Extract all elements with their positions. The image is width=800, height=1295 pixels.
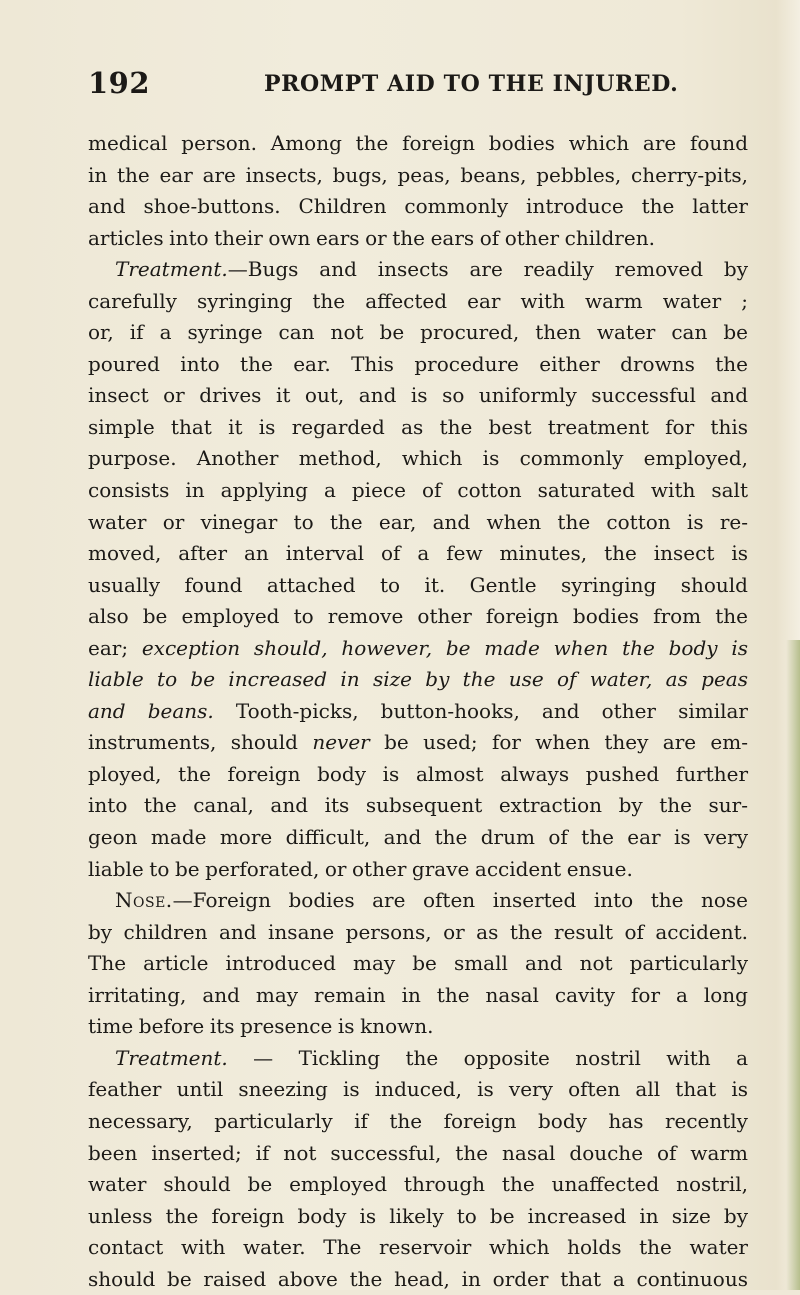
page-number: 192 (88, 66, 151, 100)
text-line (88, 349, 748, 381)
text-line (88, 790, 748, 822)
text-line (88, 128, 748, 160)
text-run: insect or drives it out, and is so uniformly successful and (88, 383, 748, 408)
text-line (88, 191, 748, 223)
text-line (88, 980, 748, 1012)
italic-text: liable to be increased in size by the use of water, as peas (88, 667, 748, 692)
text-run: also be employed to remove other foreign bodies from the (88, 604, 748, 629)
italic-text: Treatment. (115, 1045, 228, 1070)
text-run: time before its presence is known. (88, 1014, 434, 1039)
text-run: into the canal, and its subsequent extraction by the sur- (88, 793, 748, 818)
text-run: —Bugs and insects are readily removed by (227, 257, 748, 282)
text-run: usually found attached to it. Gentle syringing should (88, 572, 748, 597)
text-line (88, 1074, 748, 1106)
small-caps-heading: Nose. (115, 888, 173, 913)
text-line (88, 1169, 748, 1201)
text-line (88, 286, 748, 318)
page-header (88, 66, 748, 106)
text-line (88, 1043, 748, 1075)
text-run: or, if a syringe can not be procured, then water can be (88, 320, 748, 345)
text-run: consists in applying a piece of cotton saturated with salt (88, 478, 748, 503)
text-run: carefully syringing the affected ear with warm water ; (88, 288, 748, 313)
body-text (88, 128, 748, 1295)
text-line (88, 223, 748, 255)
text-line (88, 475, 748, 507)
text-line (88, 380, 748, 412)
text-run: contact with water. The reservoir which holds the water (88, 1235, 748, 1260)
text-line (88, 822, 748, 854)
italic-text: and beans. (88, 698, 214, 723)
text-line (88, 1264, 748, 1295)
text-run: purpose. Another method, which is commonly employed, (88, 446, 748, 471)
text-run: been inserted; if not successful, the nasal douche of warm (88, 1140, 748, 1165)
italic-text: never (312, 730, 370, 755)
text-line (88, 507, 748, 539)
text-run: be used; for when they are em- (369, 730, 748, 755)
text-run: feather until sneezing is induced, is very often all that is (88, 1077, 748, 1102)
text-line (88, 917, 748, 949)
text-run: simple that it is regarded as the best treatment for this (88, 414, 748, 439)
text-run: liable to be perforated, or other grave accident ensue. (88, 856, 633, 881)
text-line (88, 1138, 748, 1170)
running-head: PROMPT AID TO THE INJURED. (264, 71, 679, 97)
text-line (88, 1201, 748, 1233)
text-run: by children and insane persons, or as the result of accident. (88, 919, 748, 944)
text-run: — Tickling the opposite nostril with a (227, 1045, 748, 1070)
text-line (88, 412, 748, 444)
text-line (88, 601, 748, 633)
text-run: medical person. Among the foreign bodies which are found (88, 131, 748, 155)
text-run: unless the foreign body is likely to be increased in size by (88, 1203, 748, 1228)
text-run: Tooth-picks, button-hooks, and other similar (213, 698, 748, 723)
text-run: and shoe-buttons. Children commonly introduce the latter (88, 194, 748, 219)
text-line (88, 948, 748, 980)
text-line (88, 254, 748, 286)
text-line (88, 1232, 748, 1264)
text-run: water should be employed through the unaffected nostril, (88, 1172, 748, 1197)
text-line (88, 1106, 748, 1138)
text-line (88, 854, 748, 886)
text-line (88, 664, 748, 696)
text-line (88, 538, 748, 570)
text-line (88, 160, 748, 192)
text-line (88, 570, 748, 602)
text-run: instruments, should (88, 730, 313, 755)
text-run: —Foreign bodies are often inserted into the nose (172, 888, 748, 913)
text-run: ployed, the foreign body is almost always pushed further (88, 761, 748, 786)
page-edge-shading (786, 640, 800, 1290)
text-run: The article introduced may be small and not particularly (88, 951, 748, 976)
text-run: water or vinegar to the ear, and when the cotton is re- (88, 509, 748, 534)
text-run: necessary, particularly if the foreign body has recently (88, 1108, 748, 1133)
text-run: moved, after an interval of a few minutes, the insect is (88, 541, 748, 566)
text-run: geon made more difficult, and the drum of the ear is very (88, 825, 748, 850)
text-line (88, 633, 748, 665)
text-run: should be raised above the head, in order that a continuous (88, 1266, 748, 1291)
text-line (88, 696, 748, 728)
text-line (88, 443, 748, 475)
text-line (88, 727, 748, 759)
text-run: ear; (88, 635, 142, 660)
text-line (88, 1011, 748, 1043)
text-line (88, 759, 748, 791)
text-run: articles into their own ears or the ears of other children. (88, 225, 655, 250)
text-line (88, 317, 748, 349)
italic-text: exception should, however, be made when the body is (141, 635, 748, 660)
italic-text: Treatment. (115, 257, 228, 282)
text-run: in the ear are insects, bugs, peas, beans, pebbles, cherry-pits, (88, 162, 748, 187)
text-run: irritating, and may remain in the nasal cavity for a long (88, 982, 748, 1007)
text-line (88, 885, 748, 917)
text-run: poured into the ear. This procedure either drowns the (88, 351, 748, 376)
